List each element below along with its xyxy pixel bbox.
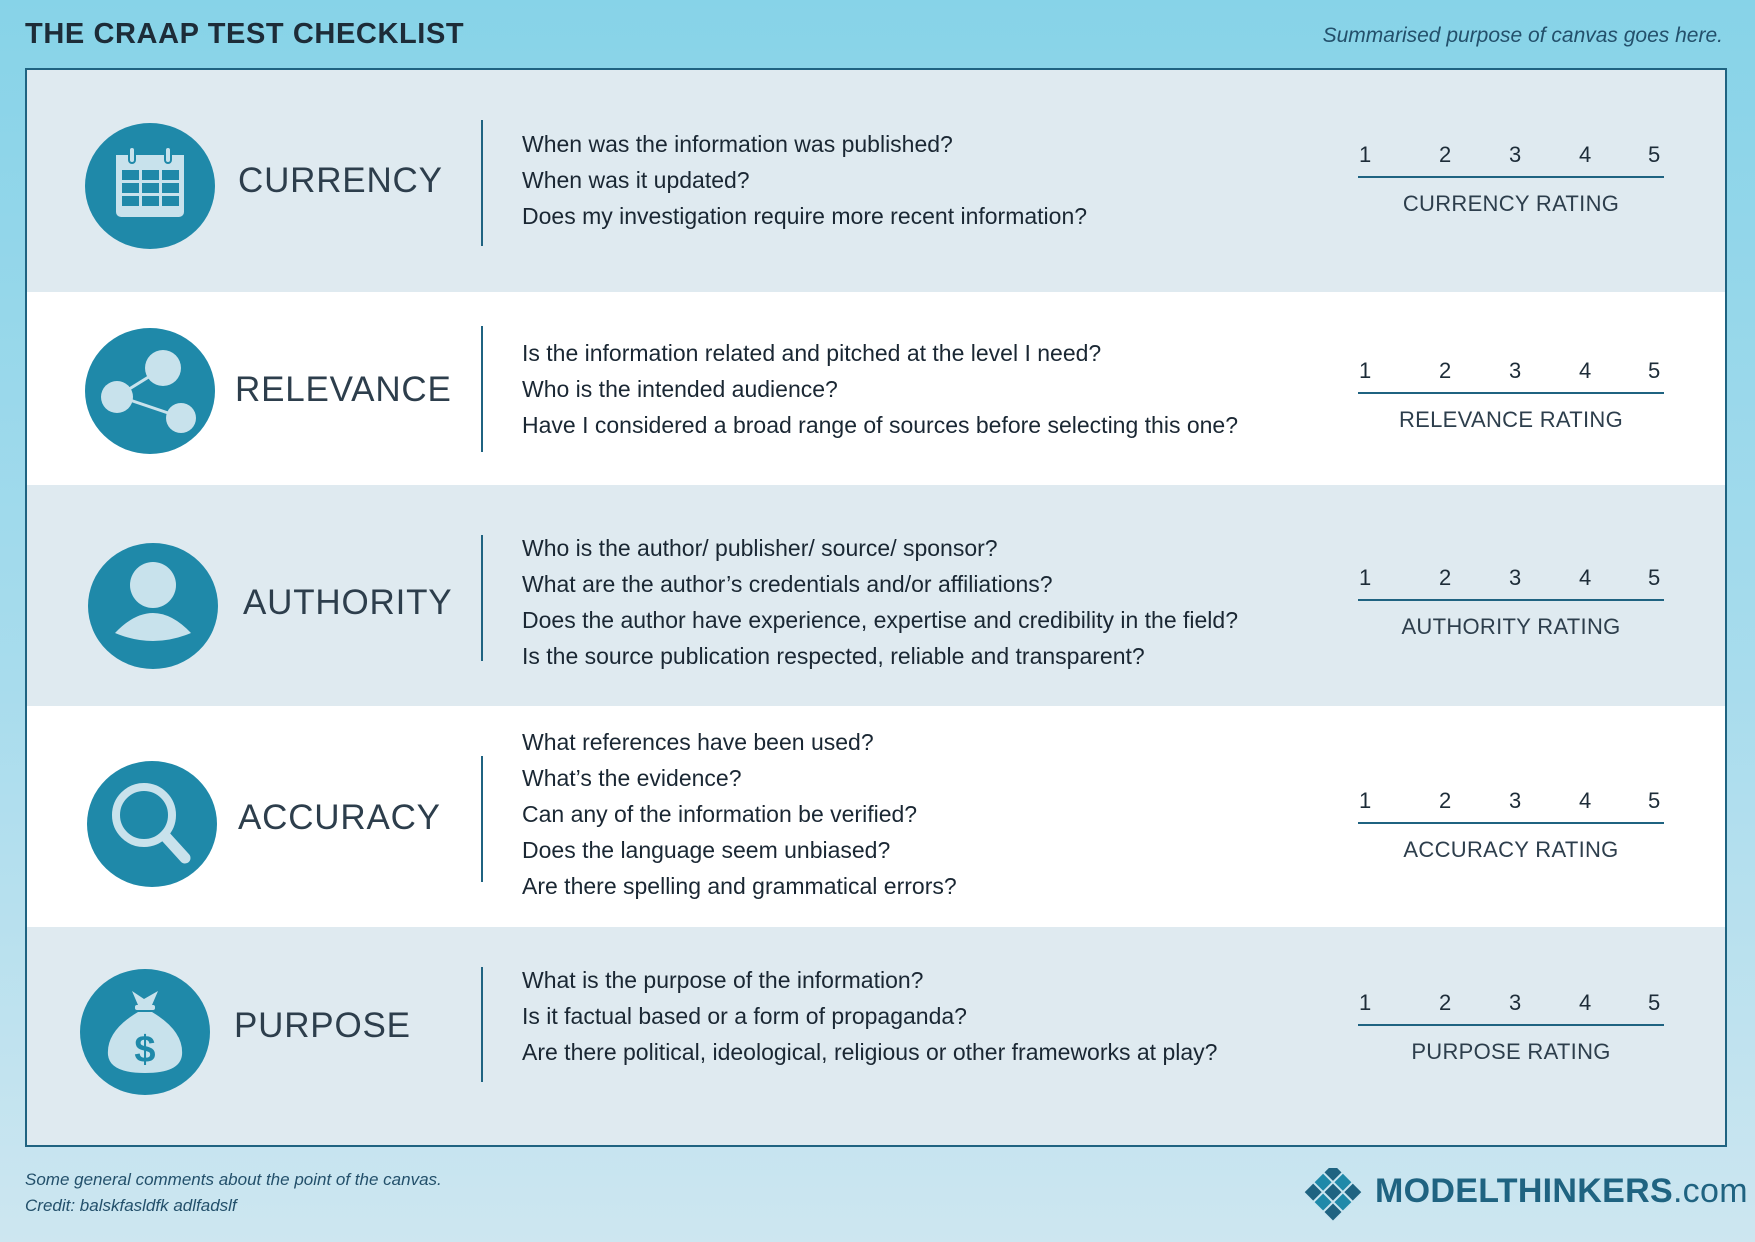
question-item: Is the source publication respected, reliable and transparent? — [522, 643, 1145, 669]
question-list — [522, 724, 957, 904]
row-label: PURPOSE — [234, 1006, 411, 1045]
share-nodes-icon — [85, 328, 215, 454]
row-divider — [481, 120, 483, 246]
rating-scale-authority — [1358, 565, 1664, 640]
rating-option-1[interactable]: 1 — [1359, 990, 1372, 1015]
rating-scale-purpose — [1358, 990, 1664, 1065]
rating-option-4[interactable]: 4 — [1579, 565, 1592, 590]
row-relevance — [27, 292, 1725, 485]
question-item: Is it factual based or a form of propaganda? — [522, 1003, 967, 1029]
rating-option-3[interactable]: 3 — [1509, 788, 1522, 813]
row-authority — [27, 485, 1725, 706]
dollar-sign: $ — [134, 1029, 156, 1071]
rating-option-3[interactable]: 3 — [1509, 358, 1522, 383]
question-item: Can any of the information be verified? — [522, 801, 918, 827]
calendar-icon — [85, 123, 215, 249]
canvas-purpose: Summarised purpose of canvas goes here. — [1322, 24, 1723, 47]
question-item: What is the purpose of the information? — [522, 967, 924, 993]
question-item: What references have been used? — [522, 729, 874, 755]
row-currency — [27, 70, 1725, 292]
question-list — [522, 962, 1217, 1070]
rating-numbers — [1358, 142, 1664, 172]
row-divider — [481, 535, 483, 661]
question-item: Is the information related and pitched at the level I need? — [522, 340, 1102, 366]
rating-option-4[interactable]: 4 — [1579, 358, 1592, 383]
rating-label: ACCURACY RATING — [1403, 837, 1619, 862]
rating-option-1[interactable]: 1 — [1359, 788, 1372, 813]
row-divider — [481, 967, 483, 1082]
rating-scale-relevance — [1358, 358, 1664, 433]
rating-option-5[interactable]: 5 — [1648, 788, 1661, 813]
rating-option-2[interactable]: 2 — [1439, 788, 1452, 813]
rating-option-3[interactable]: 3 — [1509, 990, 1522, 1015]
rating-label: PURPOSE RATING — [1411, 1039, 1611, 1064]
question-item: Does my investigation require more recent information? — [522, 203, 1088, 229]
footer-comment: Some general comments about the point of the canvas. — [25, 1170, 442, 1189]
question-list — [522, 530, 1238, 674]
rating-numbers — [1358, 990, 1664, 1020]
brand-logo[interactable] — [1303, 1166, 1748, 1222]
rating-option-3[interactable]: 3 — [1509, 142, 1522, 167]
row-label: ACCURACY — [238, 798, 441, 837]
rating-label: RELEVANCE RATING — [1398, 407, 1624, 432]
rating-label: AUTHORITY RATING — [1401, 614, 1621, 639]
rating-option-5[interactable]: 5 — [1648, 990, 1661, 1015]
person-icon — [88, 543, 218, 669]
question-item: Who is the intended audience? — [522, 376, 838, 402]
rating-numbers — [1358, 358, 1664, 388]
question-item: What are the author’s credentials and/or affiliations? — [522, 571, 1053, 597]
rating-option-3[interactable]: 3 — [1509, 565, 1522, 590]
question-item: Are there political, ideological, religious or other frameworks at play? — [522, 1039, 1218, 1065]
question-item: Does the language seem unbiased? — [522, 837, 891, 863]
rating-option-2[interactable]: 2 — [1439, 990, 1452, 1015]
rating-option-1[interactable]: 1 — [1359, 565, 1372, 590]
row-divider — [481, 756, 483, 882]
question-item: Does the author have experience, expertise and credibility in the field? — [522, 607, 1238, 633]
rating-numbers — [1358, 565, 1664, 595]
question-item: Are there spelling and grammatical errors? — [522, 873, 957, 899]
rating-scale-currency — [1358, 142, 1664, 217]
row-accuracy — [27, 706, 1725, 927]
rating-option-4[interactable]: 4 — [1579, 990, 1592, 1015]
rating-option-1[interactable]: 1 — [1359, 358, 1372, 383]
rating-option-4[interactable]: 4 — [1579, 142, 1592, 167]
question-item: Have I considered a broad range of sources before selecting this one? — [522, 412, 1238, 438]
question-item: When was it updated? — [522, 167, 750, 193]
rating-option-1[interactable]: 1 — [1359, 142, 1372, 167]
rating-option-2[interactable]: 2 — [1439, 358, 1452, 383]
rating-option-2[interactable]: 2 — [1439, 565, 1452, 590]
rating-line — [1358, 392, 1664, 394]
rating-line — [1358, 599, 1664, 601]
rating-option-2[interactable]: 2 — [1439, 142, 1452, 167]
brand-name — [1375, 1172, 1748, 1211]
row-label: AUTHORITY — [243, 583, 453, 622]
row-purpose — [27, 927, 1725, 1145]
question-list — [522, 126, 1087, 234]
brand-name-main: MODELTHINKERS — [1375, 1172, 1673, 1210]
question-item: When was the information was published? — [522, 131, 953, 157]
footer-credit: Credit: balskfasldfk adlfadslf — [25, 1196, 237, 1215]
rating-option-4[interactable]: 4 — [1579, 788, 1592, 813]
row-label: RELEVANCE — [235, 370, 452, 409]
question-item: What’s the evidence? — [522, 765, 742, 791]
checklist-panel — [25, 68, 1727, 1147]
rating-option-5[interactable]: 5 — [1648, 142, 1661, 167]
rating-line — [1358, 1024, 1664, 1026]
brand-name-suffix: .com — [1672, 1172, 1748, 1210]
question-list — [522, 335, 1238, 443]
rating-label: CURRENCY RATING — [1402, 191, 1620, 216]
footer-notes — [25, 1167, 442, 1219]
money-bag-icon — [80, 969, 210, 1095]
question-item: Who is the author/ publisher/ source/ sponsor? — [522, 535, 998, 561]
magnifier-icon — [87, 761, 217, 887]
rating-numbers — [1358, 788, 1664, 818]
rating-line — [1358, 822, 1664, 824]
page-title: THE CRAAP TEST CHECKLIST — [25, 18, 465, 50]
brand-diamond-icon — [1303, 1168, 1363, 1222]
rating-scale-accuracy — [1358, 788, 1664, 863]
row-label: CURRENCY — [238, 161, 443, 200]
row-divider — [481, 326, 483, 452]
rating-line — [1358, 176, 1664, 178]
rating-option-5[interactable]: 5 — [1648, 565, 1661, 590]
rating-option-5[interactable]: 5 — [1648, 358, 1661, 383]
